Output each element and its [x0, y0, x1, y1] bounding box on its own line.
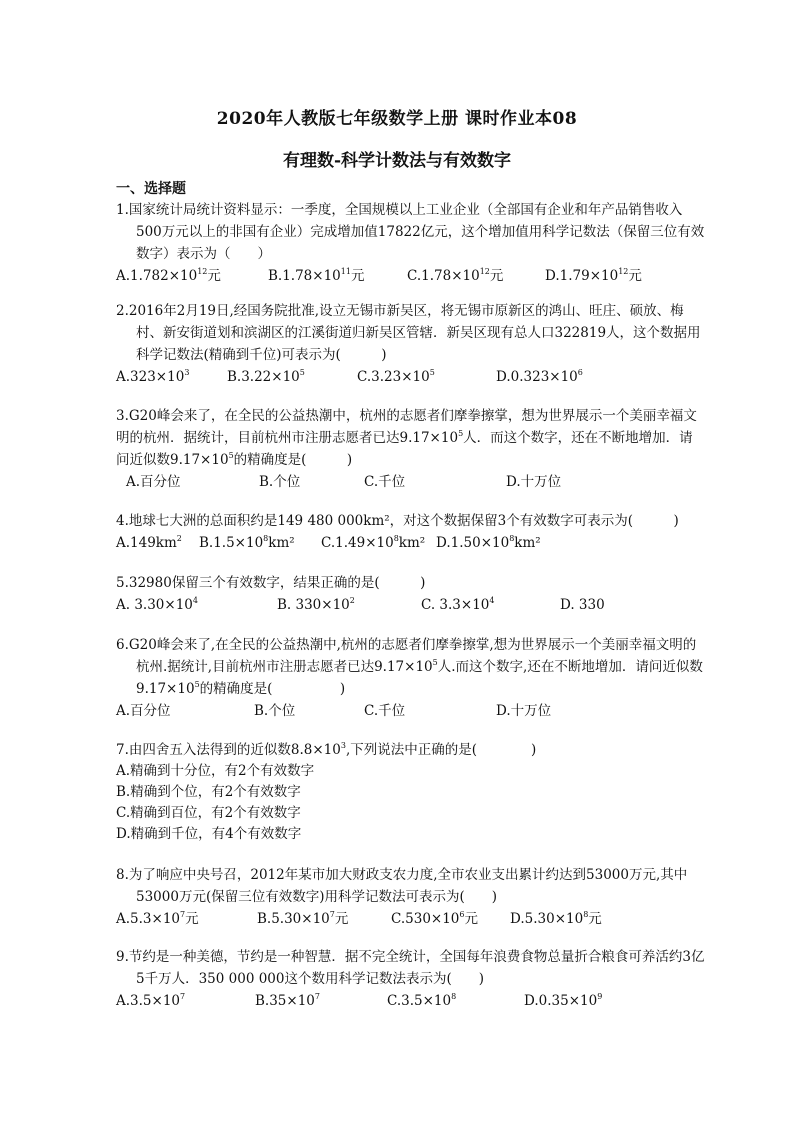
option-d: $D.5.30\times 10^8$元	[510, 910, 602, 927]
option-c: $C.3.5\times 10^8$	[387, 992, 457, 1009]
option-b: $B.5.30\times 10^7$元	[257, 910, 349, 927]
option-c: $C.530\times 10^6$元	[391, 910, 478, 927]
question-4	[116, 510, 706, 554]
option-d: $D.1.50\times 10^8km^2$	[436, 534, 541, 551]
option-c: C.千位	[364, 474, 406, 490]
option-a: A. $3.30\times 10^4$	[116, 596, 198, 613]
options-row	[116, 265, 706, 287]
question-stem: 6.G20峰会来了,在全民的公益热潮中,杭州的志愿者们摩拳擦掌,想为世界展示一个美丽幸福文明的杭州.据统计,目前杭州市注册志愿者已达$9.17\times 10^5$人.而这个数字,还在不断地增加．请问近似数$9.17\times 10^5$的精确度是( )	[116, 637, 703, 697]
option-a: $A.5.3\times 10^7$元	[116, 910, 199, 927]
option-a: $A.1.782\times 10^{12}$元	[116, 267, 221, 284]
document-title: 2020年人教版七年级数学上册 课时作业本08	[216, 109, 578, 129]
question-3	[116, 405, 706, 493]
question-1	[116, 199, 706, 287]
option-c: C.精确到百位，有2个有效数字	[116, 805, 301, 821]
option-b: $B.1.5\times 10^8km^2$	[199, 534, 295, 551]
option-a: A.百分位	[126, 474, 181, 490]
question-stem: 5.32980保留三个有效数字，结果正确的是( )	[116, 575, 426, 591]
option-d: D.十万位	[496, 703, 552, 719]
question-stem: 9.节约是一种美德，节约是一种智慧．据不完全统计，全国每年浪费食物总量折合粮食可养活约3亿5千万人．350 000 000这个数用科学记数法表示为( )	[116, 949, 705, 987]
question-stem: 7.由四舍五入法得到的近似数$8.8\times 10^3$,下列说法中正确的是( )	[116, 741, 537, 758]
option-b: B.精确到个位，有2个有效数字	[116, 784, 301, 800]
option-c: C.千位	[364, 703, 406, 719]
option-d: D.十万位	[506, 474, 562, 490]
option-c: $C.1.49\times 10^8km^2$	[321, 534, 426, 551]
option-a: $A.149km^2$	[116, 534, 182, 551]
question-stem: 4.地球七大洲的总面积约是149 480 000km²，对这个数据保留3个有效数字可表示为( )	[116, 513, 679, 529]
option-d: $D.0.35\times 10^9$	[524, 992, 603, 1009]
options-row	[116, 700, 706, 722]
question-2	[116, 300, 706, 388]
question-8	[116, 864, 706, 930]
options-row	[116, 471, 706, 493]
question-stem: 1.国家统计局统计资料显示：一季度，全国规模以上工业企业（全部国有企业和年产品销售收入500万元以上的非国有企业）完成增加值17822亿元，这个增加值用科学记数法（保留三位有效数字）表示为（ ）	[116, 202, 705, 262]
question-stem: 3.G20峰会来了，在全民的公益热潮中，杭州的志愿者们摩拳擦掌，想为世界展示一个美丽幸福文明的杭州．据统计，目前杭州市注册志愿者已达$9.17\times 10^5$人．而这个数字，还在不断地增加．请问近似数$9.17\times 10^5$的精确度是( )	[116, 408, 697, 468]
document-subtitle: 有理数-科学计数法与有效数字	[282, 151, 512, 171]
option-c: $C.1.78\times 10^{12}$元	[407, 267, 504, 284]
option-b: B.个位	[254, 703, 296, 719]
question-stem: 2.2016年2月19日,经国务院批准,设立无锡市新吴区，将无锡市原新区的鸿山、旺庄、硕放、梅村、新安街道划和滨湖区的江溪街道归新吴区管辖．新吴区现有总人口322819人，这个数据用科学记数法(精确到千位)可表示为( )	[116, 303, 701, 363]
options-row	[116, 594, 706, 616]
option-d: $D.0.323\times 10^6$	[496, 368, 583, 385]
option-b: B. $330\times 10^2$	[277, 596, 355, 613]
option-d: D. 330	[560, 597, 605, 613]
option-b: B.个位	[259, 474, 301, 490]
options-row	[116, 366, 706, 388]
option-a: A.百分位	[116, 703, 171, 719]
option-a: $A.323\times 10^3$	[116, 368, 190, 385]
option-a: A.精确到十分位，有2个有效数字	[116, 763, 315, 779]
options-row	[116, 532, 706, 554]
question-9	[116, 946, 706, 1012]
option-b: $B.35\times 10^7$	[255, 992, 320, 1009]
question-7	[116, 739, 706, 845]
option-c: C. $3.3\times 10^4$	[421, 596, 495, 613]
option-c: $C.3.23\times 10^5$	[357, 368, 435, 385]
options-row	[116, 908, 706, 930]
option-b: $B.1.78\times 10^{11}$元	[268, 267, 365, 284]
section-heading: 一、选择题	[116, 181, 186, 197]
options-row	[116, 990, 706, 1012]
question-stem: 8.为了响应中央号召，2012年某市加大财政支农力度,全市农业支出累计约达到53000万元,其中53000万元(保留三位有效数字)用科学记数法可表示为( )	[116, 867, 688, 905]
question-6	[116, 634, 706, 722]
option-b: $B.3.22\times 10^5$	[227, 368, 305, 385]
option-d: $D.1.79\times 10^{12}$元	[545, 267, 642, 284]
option-a: $A.3.5\times 10^7$	[116, 992, 186, 1009]
option-d: D.精确到千位，有4个有效数字	[116, 826, 302, 842]
question-5	[116, 572, 706, 616]
